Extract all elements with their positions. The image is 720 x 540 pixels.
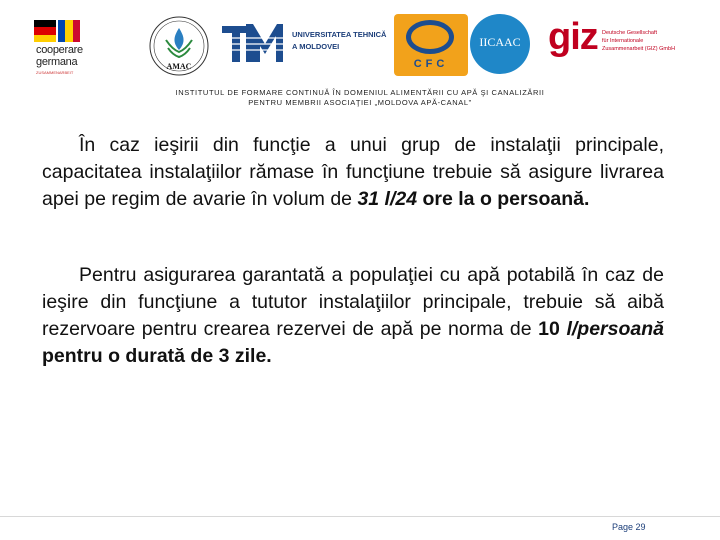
giz-line1: Deutsche Gesellschaft <box>602 30 658 36</box>
page-number: Page 29 <box>612 522 646 532</box>
p2-tail: pentru o durată de 3 zile. <box>42 345 272 367</box>
p2-value: 10 <box>538 318 560 340</box>
institute-title-line1: INSTITUTUL DE FORMARE CONTINUĂ ÎN DOMENIUL ALIMENTĂRII CU APĂ ŞI CANALIZĂRII <box>175 88 545 97</box>
amac-emblem-logo <box>146 16 212 80</box>
cfc-logo <box>394 14 468 76</box>
paragraph-water-reserve <box>42 262 664 370</box>
cfc-ring-icon <box>406 20 454 54</box>
germany-flag-icon <box>34 20 56 42</box>
cooperare-text: cooperare <box>36 44 83 56</box>
giz-line2: für Internationale <box>602 38 644 44</box>
cooperare-germana-logo <box>34 20 134 80</box>
p2-unit: l/persoană <box>566 318 664 340</box>
iicaac-logo <box>470 14 530 74</box>
institute-title-line2: PENTRU MEMBRII ASOCIAŢIEI „MOLDOVA APĂ-CANAL” <box>248 98 472 107</box>
germana-text: germana <box>36 56 78 68</box>
p2-text: Pentru asigurarea garantată a populaţiei cu apă potabilă în caz de ieşire din funcţiune a tututor instalaţiilor principale, trebuie să aibă rezervoare pentru crearea rezervei de apă pe norma de <box>42 264 664 340</box>
zusammenarbeit-text: ZUSAMMENARBEIT <box>36 70 74 75</box>
utm-name-line2: A MOLDOVEI <box>292 42 340 51</box>
giz-line3: Zusammenarbeit (GIZ) GmbH <box>602 46 676 52</box>
p1-tail: ore la o persoană. <box>417 188 590 210</box>
utm-name-line1: UNIVERSITATEA TEHNICĂ <box>292 30 387 39</box>
giz-wordmark: giz <box>548 16 598 58</box>
giz-logo <box>548 16 694 76</box>
p1-value: 31 l/24 <box>357 188 418 210</box>
utm-monogram-icon <box>220 20 286 68</box>
paragraph-emergency-supply <box>42 132 664 213</box>
logo-strip <box>0 0 720 86</box>
footer-divider <box>0 516 720 517</box>
amac-label: AMAC <box>166 62 192 71</box>
moldova-flag-icon <box>58 20 80 42</box>
utm-logo <box>220 20 386 70</box>
p1-text: În caz ieşirii din funcţie a unui grup de instalaţii principale, capacitatea instalaţiilor rămase în funcţiune trebuie să asigure livrarea apei pe regim de avarie în volum de <box>42 134 664 210</box>
iicaac-label: IICAAC <box>479 35 521 49</box>
cfc-badge <box>394 14 468 76</box>
flags-icon <box>34 20 80 42</box>
cfc-label: CFC <box>413 58 449 70</box>
